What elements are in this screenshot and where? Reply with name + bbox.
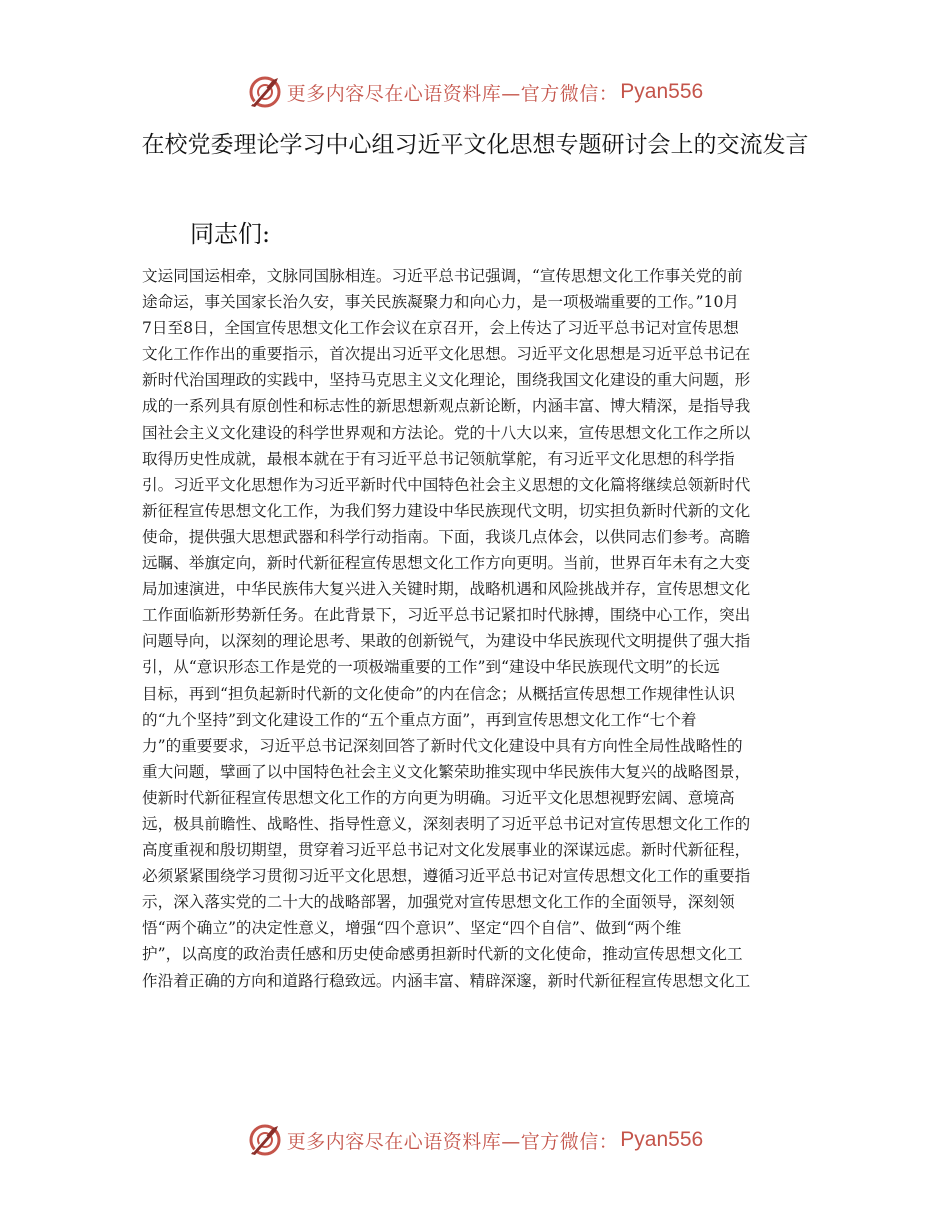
body-line: 文化工作作出的重要指示，首次提出习近平文化思想。习近平文化思想是习近平总书记在 [142, 345, 751, 364]
body-line: 问题导向，以深刻的理论思考、果敢的创新锐气，为建设中华民族现代文明提供了强大指 [142, 632, 751, 651]
body-line: 使新时代新征程宣传思想文化工作的方向更为明确。习近平文化思想视野宏阔、意境高 [142, 788, 735, 807]
body-line: 示，深入落实党的二十大的战略部署，加强党对宣传思想文化工作的全面领导，深刻领 [142, 893, 735, 912]
body-line: 使命，提供强大思想武器和科学行动指南。下面，我谈几点体会，以供同志们参考。高瞻 [142, 527, 751, 546]
body-line: 7日至8日，全国宣传思想文化工作会议在京召开，会上传达了习近平总书记对宣传思想 [142, 319, 739, 338]
quill-pen-logo-icon [247, 74, 283, 110]
body-line: 国社会主义文化建设的科学世界观和方法论。党的十八大以来，宣传思想文化工作之所以 [142, 423, 751, 442]
body-line: 护”，以高度的政治责任感和历史使命感勇担新时代新的文化使命，推动宣传思想文化工 [142, 945, 743, 964]
wechat-id: Pyan556 [620, 1128, 704, 1151]
body-line: 取得历史性成就，最根本就在于有习近平总书记领航掌舵，有习近平文化思想的科学指 [142, 449, 735, 468]
body-line: 途命运，事关国家长治久安，事关民族凝聚力和向心力，是一项极端重要的工作。”10月 [142, 293, 739, 312]
body-line: 的“九个坚持”到文化建设工作的“五个重点方面”，再到宣传思想文化工作“七个着 [142, 710, 697, 729]
body-paragraph [142, 263, 808, 994]
body-line: 成的一系列具有原创性和标志性的新思想新观点新论断，内涵丰富、博大精深，是指导我 [142, 397, 751, 416]
body-line: 局加速演进，中华民族伟大复兴进入关键时期，战略机遇和风险挑战并存，宣传思想文化 [142, 580, 751, 599]
footer-watermark-banner [0, 1120, 950, 1160]
body-line: 远瞩、举旗定向，新时代新征程宣传思想文化工作方向更明。当前，世界百年未有之大变 [142, 554, 751, 573]
body-line: 远，极具前瞻性、战略性、指导性意义，深刻表明了习近平总书记对宣传思想文化工作的 [142, 814, 751, 833]
banner-text: 更多内容尽在心语资料库—官方微信： [286, 82, 619, 105]
document-title: 在校党委理论学习中心组习近平文化思想专题研讨会上的交流发言 [141, 132, 809, 158]
body-line: 文运同国运相牵，文脉同国脉相连。习近平总书记强调，“宣传思想文化工作事关党的前 [142, 267, 743, 285]
salutation: 同志们: [190, 220, 271, 248]
body-line: 悟“两个确立”的决定性意义，增强“四个意识”、坚定“四个自信”、做到“两个维 [142, 919, 682, 938]
body-line: 新时代治国理政的实践中，坚持马克思主义文化理论，围绕我国文化建设的重大问题，形 [142, 371, 751, 390]
wechat-id: Pyan556 [620, 80, 704, 103]
body-line: 引。习近平文化思想作为习近平新时代中国特色社会主义思想的文化篇将继续总领新时代 [142, 475, 751, 494]
body-line: 力”的重要要求，习近平总书记深刻回答了新时代文化建设中具有方向性全局性战略性的 [142, 736, 743, 755]
banner-text: 更多内容尽在心语资料库—官方微信： [286, 1130, 619, 1153]
body-line: 高度重视和殷切期望，贯穿着习近平总书记对文化发展事业的深谋远虑。新时代新征程， [142, 841, 751, 860]
body-line: 新征程宣传思想文化工作，为我们努力建设中华民族现代文明，切实担负新时代新的文化 [142, 501, 751, 520]
body-line: 引，从“意识形态工作是党的一项极端重要的工作”到“建设中华民族现代文明”的长远 [142, 658, 720, 677]
body-line: 目标，再到“担负起新时代新的文化使命”的内在信念；从概括宣传思想工作规律性认识 [142, 684, 735, 703]
quill-pen-logo-icon [247, 1122, 283, 1158]
body-line: 作沿着正确的方向和道路行稳致远。内涵丰富、精辟深邃，新时代新征程宣传思想文化工 [142, 971, 751, 990]
body-line: 重大问题，擘画了以中国特色社会主义文化繁荣助推实现中华民族伟大复兴的战略图景， [142, 762, 751, 781]
body-line: 工作面临新形势新任务。在此背景下，习近平总书记紧扣时代脉搏，围绕中心工作，突出 [142, 606, 751, 625]
header-watermark-banner [0, 72, 950, 112]
body-line: 必须紧紧围绕学习贯彻习近平文化思想，遵循习近平总书记对宣传思想文化工作的重要指 [142, 867, 751, 886]
